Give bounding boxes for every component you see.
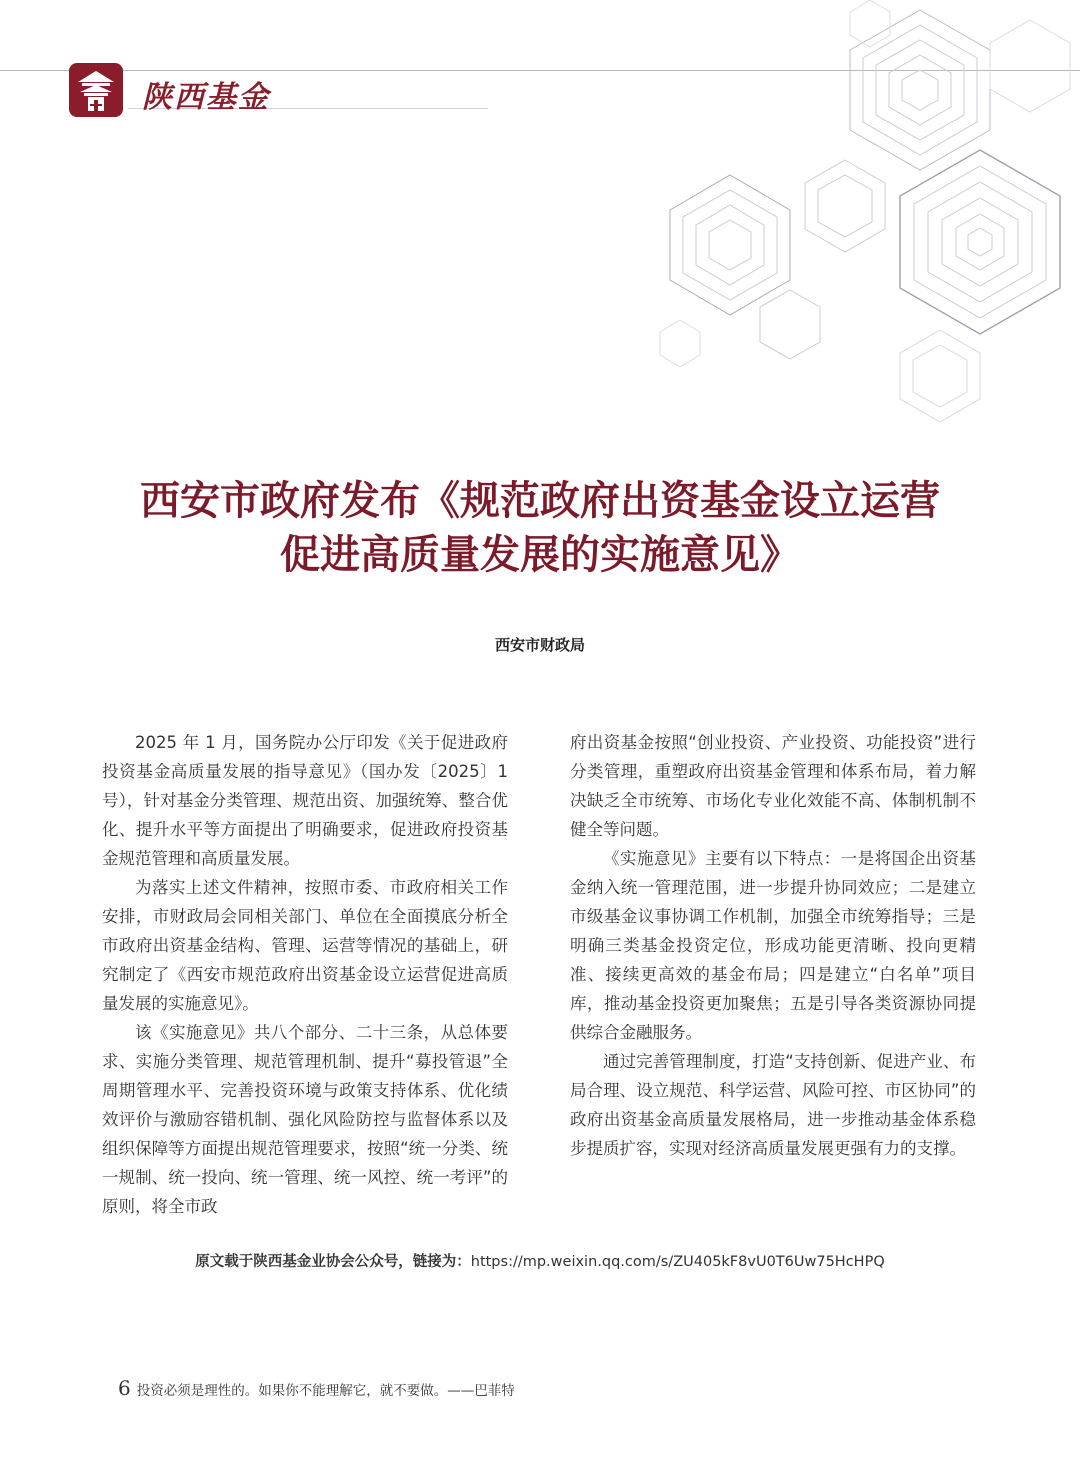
page-footer [118,1376,515,1400]
paragraph-3-continued: 府出资基金按照“创业投资、产业投资、功能投资”进行分类管理，重塑政府出资基金管理和体系布局，着力解决缺乏全市统筹、市场化专业化效能不高、体制机制不健全等问题。 [570,733,976,839]
right-column [570,728,976,1163]
source-note [0,1250,1080,1271]
source-label: 原文载于陕西基金业协会公众号，链接为： [195,1253,471,1270]
article-author: 西安市财政局 [494,636,585,654]
source-link[interactable]: https://mp.weixin.qq.com/s/ZU405kF8vU0T6Uw75HcHPQ [470,1254,885,1270]
brand-name: 陕西基金 [142,80,270,115]
left-column [102,728,508,1221]
page-number: 6 [118,1376,131,1400]
pagoda-coin-logo-icon [68,62,124,118]
title-line-2: 促进高质量发展的实施意见》 [280,531,800,578]
paragraph-2: 为落实上述文件精神，按照市委、市政府相关工作安排，市财政局会同相关部门、单位在全面摸底分析全市政府出资基金结构、管理、运营等情况的基础上，研究制定了《西安市规范政府出资基金设立运营促进高质量发展的实施意见》。 [102,878,508,1013]
title-line-1: 西安市政府发布《规范政府出资基金设立运营 [140,477,940,524]
article-title [60,474,1020,582]
paragraph-5: 通过完善管理制度，打造“支持创新、促进产业、布局合理、设立规范、科学运营、风险可控、市区协同”的政府出资基金高质量发展格局，进一步推动基金体系稳步提质扩容，实现对经济高质量发展更强有力的支撑。 [570,1052,976,1158]
hexagon-pattern-icon [640,0,1080,430]
paragraph-1: 2025 年 1 月，国务院办公厅印发《关于促进政府投资基金高质量发展的指导意见》（国办发〔2025〕1 号），针对基金分类管理、规范出资、加强统筹、整合优化、提升水平等方面提出了明确要求，促进政府投资基金规范管理和高质量发展。 [102,733,508,868]
paragraph-3: 该《实施意见》共八个部分、二十三条，从总体要求、实施分类管理、规范管理机制、提升“募投管退”全周期管理水平、完善投资环境与政策支持体系、优化绩效评价与激励容错机制、强化风险防控与监督体系以及组织保障等方面提出规范管理要求，按照“统一分类、统一规制、统一投向、统一管理、统一风控、统一考评”的原则，将全市政 [102,1023,508,1216]
footer-quote: 投资必须是理性的。如果你不能理解它，就不要做。——巴菲特 [136,1383,515,1399]
paragraph-4: 《实施意见》主要有以下特点：一是将国企出资基金纳入统一管理范围，进一步提升协同效应；二是建立市级基金议事协调工作机制，加强全市统筹指导；三是明确三类基金投资定位，形成功能更清晰、投向更精准、接续更高效的基金布局；四是建立“白名单”项目库，推动基金投资更加聚焦；五是引导各类资源协同提供综合金融服务。 [570,849,976,1042]
